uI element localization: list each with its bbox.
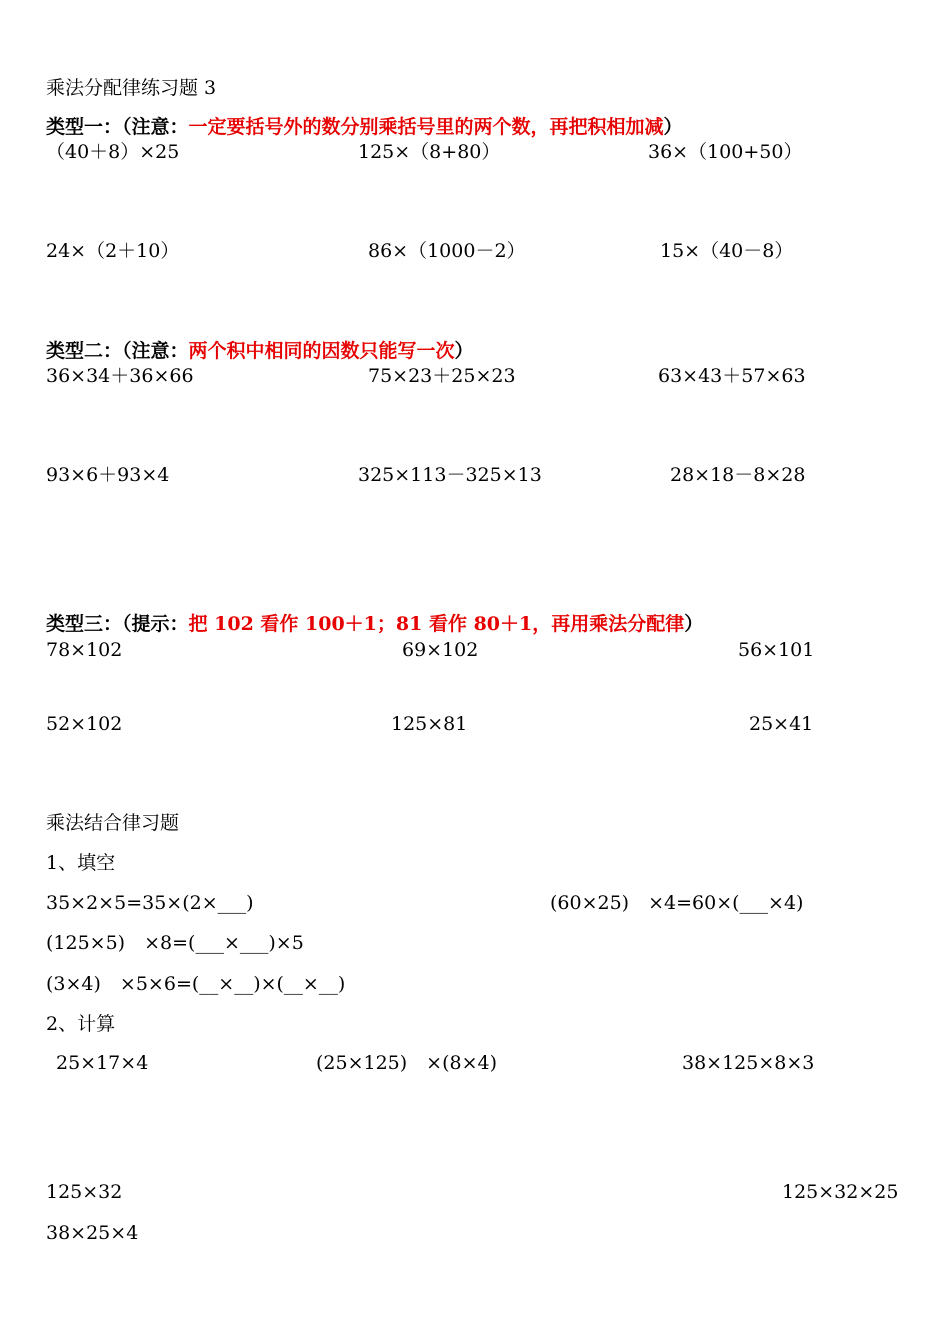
type2-heading	[46, 338, 474, 364]
type1-heading	[46, 114, 683, 140]
type3-close: ）	[684, 613, 704, 635]
type2-note: 两个积中相同的因数只能写一次	[188, 340, 455, 362]
type3-problem: 78×102	[46, 639, 123, 661]
fill-item: (60×25) ×4=60×(___×4)	[550, 892, 804, 914]
type3-label: 类型三：（提示：	[46, 613, 189, 635]
calc-item: (25×125) ×(8×4)	[316, 1052, 498, 1074]
fill-heading: 1、填空	[46, 852, 116, 874]
calc-item: 25×17×4	[56, 1052, 149, 1074]
calc-item: 125×32×25	[782, 1181, 899, 1203]
assoc-title: 乘法结合律习题	[46, 812, 180, 834]
type1-label: 类型一：（注意：	[46, 116, 189, 138]
calc-heading: 2、计算	[46, 1013, 116, 1035]
type3-problem: 25×41	[749, 713, 814, 735]
type3-problem: 52×102	[46, 713, 123, 735]
type1-problem: 125×（8+80）	[358, 141, 501, 163]
type2-problem: 75×23＋25×23	[368, 365, 516, 387]
type3-problem: 125×81	[391, 713, 468, 735]
type2-label: 类型二：（注意：	[46, 340, 189, 362]
type1-problem: 24×（2＋10）	[46, 240, 180, 262]
type3-heading	[46, 611, 703, 637]
calc-item: 38×125×8×3	[682, 1052, 815, 1074]
type3-note: 把 102 看作 100＋1；81 看作 80＋1，再用乘法分配律	[188, 613, 685, 635]
fill-item: 35×2×5=35×(2×___)	[46, 892, 254, 914]
type2-problem: 93×6＋93×4	[46, 464, 170, 486]
fill-item: (125×5) ×8=(___×___)×5	[46, 932, 304, 954]
type2-problem: 63×43＋57×63	[658, 365, 806, 387]
calc-item: 38×25×4	[46, 1222, 139, 1244]
type3-problem: 56×101	[738, 639, 815, 661]
type1-problem: 86×（1000－2）	[368, 240, 526, 262]
type2-problem: 28×18－8×28	[670, 464, 806, 486]
page-title: 乘法分配律练习题 3	[46, 77, 217, 99]
type1-note: 一定要括号外的数分别乘括号里的两个数，再把积相加减	[188, 116, 664, 138]
type1-problem: 36×（100+50）	[648, 141, 803, 163]
fill-item: (3×4) ×5×6=(__×__)×(__×__)	[46, 973, 346, 995]
type1-close: ）	[663, 116, 683, 138]
type2-close: ）	[454, 340, 474, 362]
type2-problem: 325×113－325×13	[358, 464, 542, 486]
calc-item: 125×32	[46, 1181, 123, 1203]
type3-problem: 69×102	[402, 639, 479, 661]
type2-problem: 36×34＋36×66	[46, 365, 194, 387]
type1-problem: （40＋8）×25	[46, 141, 180, 163]
type1-problem: 15×（40－8）	[660, 240, 794, 262]
